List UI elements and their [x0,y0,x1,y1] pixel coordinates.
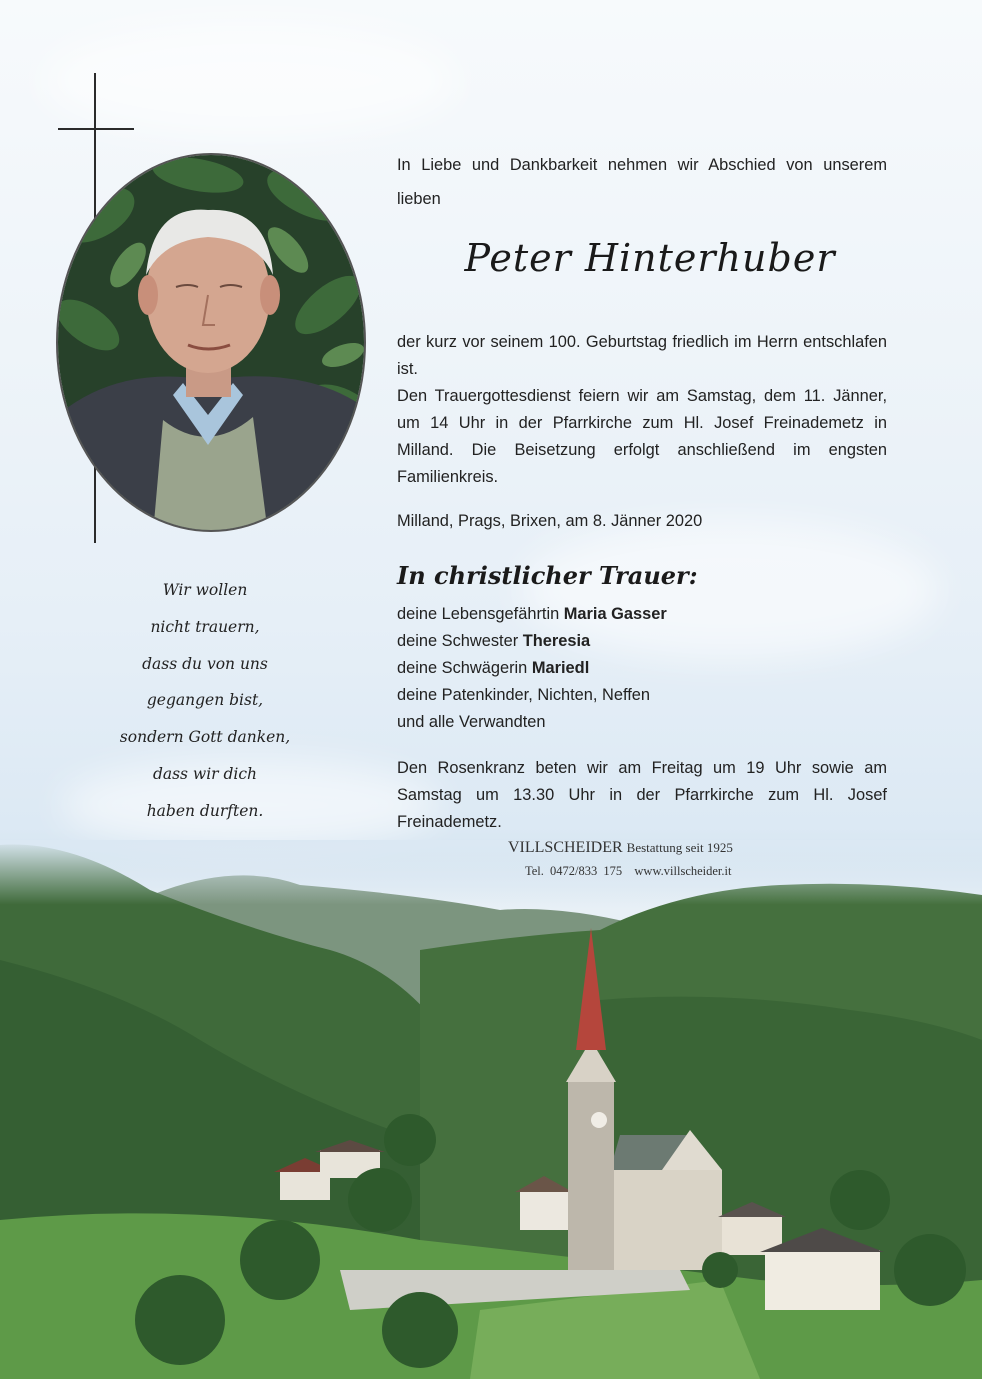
mourner-name: Mariedl [531,659,590,677]
verse-line: Wir wollen [162,581,248,599]
funeral-home-tagline: Bestattung seit 1925 [626,840,733,855]
mourner-relation: und alle Verwandten [397,713,546,731]
body-paragraph-2: Den Trauergottesdienst feiern wir am Samstag, dem 11. Jänner, um 14 Uhr in der Pfarrkirche zum Hl. Josef Freinademetz in Milland. Die Beisetzung erfolgt anschließend im engsten Familienkreis. [397,387,887,486]
portrait-photo [56,153,366,532]
verse-line: sondern Gott danken, [119,728,291,747]
verse-quote [100,572,310,830]
rosary-text: Den Rosenkranz beten wir am Freitag um 19 Uhr sowie am Samstag um 13.30 Uhr in der Pfarrkirche zum Hl. Josef Freinademetz. [397,759,887,831]
mourner-line [397,709,667,736]
verse-line: haben durften. [146,801,264,820]
mourner-relation: deine Schwester [397,632,523,650]
mourning-heading: In christlicher Trauer: [397,561,698,590]
mourner-line [397,655,667,682]
mourner-line [397,628,667,655]
mourner-relation: deine Schwägerin [397,659,532,677]
mourners-list [397,601,667,736]
mourner-line [397,682,667,709]
landscape-image [0,840,982,1379]
verse-line: dass wir dich [152,764,258,783]
funeral-home-website: www.villscheider.it [634,864,732,878]
mourner-name: Maria Gasser [563,605,667,623]
sky-cloud [40,20,460,140]
mourner-line [397,601,667,628]
intro-text: In Liebe und Dankbarkeit nehmen wir Abschied von unserem lieben [397,156,887,208]
mourner-relation: deine Patenkinder, Nichten, Neffen [397,686,651,704]
funeral-home-brand: VILLSCHEIDER [508,839,623,856]
cross-icon-bar [58,128,134,130]
verse-line: nicht trauern, [150,617,260,636]
funeral-home-contact [525,864,731,879]
landscape-photo [0,840,982,1379]
mourner-name: Theresia [522,632,591,650]
mourner-relation: deine Lebensgefährtin [397,605,564,623]
portrait-image [58,155,366,532]
deceased-name: Peter Hinterhuber [464,236,836,280]
verse-line: gegangen bist, [146,691,264,710]
body-paragraph-1: der kurz vor seinem 100. Geburtstag friedlich im Herrn entschlafen ist. [397,333,887,378]
verse-line: dass du von uns [142,654,268,673]
place-date: Milland, Prags, Brixen, am 8. Jänner 2020 [397,512,703,530]
funeral-home-name [508,839,733,857]
funeral-home-phone: Tel. 0472/833 175 [525,864,623,878]
